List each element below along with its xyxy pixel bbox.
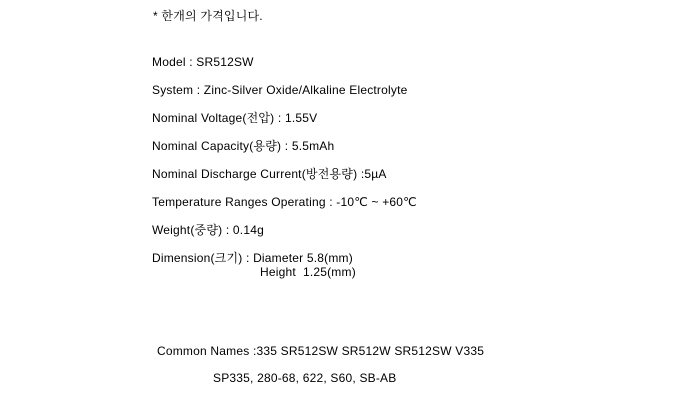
spec-weight: Weight(중량) : 0.14g <box>152 223 264 237</box>
spec-nominal-voltage: Nominal Voltage(전압) : 1.55V <box>152 111 318 125</box>
common-names-line2: SP335, 280-68, 622, S60, SB-AB <box>213 371 397 385</box>
spec-temperature-range: Temperature Ranges Operating : -10℃ ~ +60℃ <box>152 195 417 209</box>
price-note: * 한개의 가격입니다. <box>153 9 263 23</box>
spec-dimension-height: Height 1.25(mm) <box>260 265 356 279</box>
spec-nominal-capacity: Nominal Capacity(용량) : 5.5mAh <box>152 139 335 153</box>
spec-dimension-diameter: Dimension(크기) : Diameter 5.8(mm) <box>152 251 353 265</box>
spec-system: System : Zinc-Silver Oxide/Alkaline Electrolyte <box>152 83 408 97</box>
spec-discharge-current: Nominal Discharge Current(방전용량) :5µA <box>152 167 387 181</box>
common-names-line1: Common Names :335 SR512SW SR512W SR512SW V335 <box>157 344 485 358</box>
spec-model: Model : SR512SW <box>152 55 254 69</box>
